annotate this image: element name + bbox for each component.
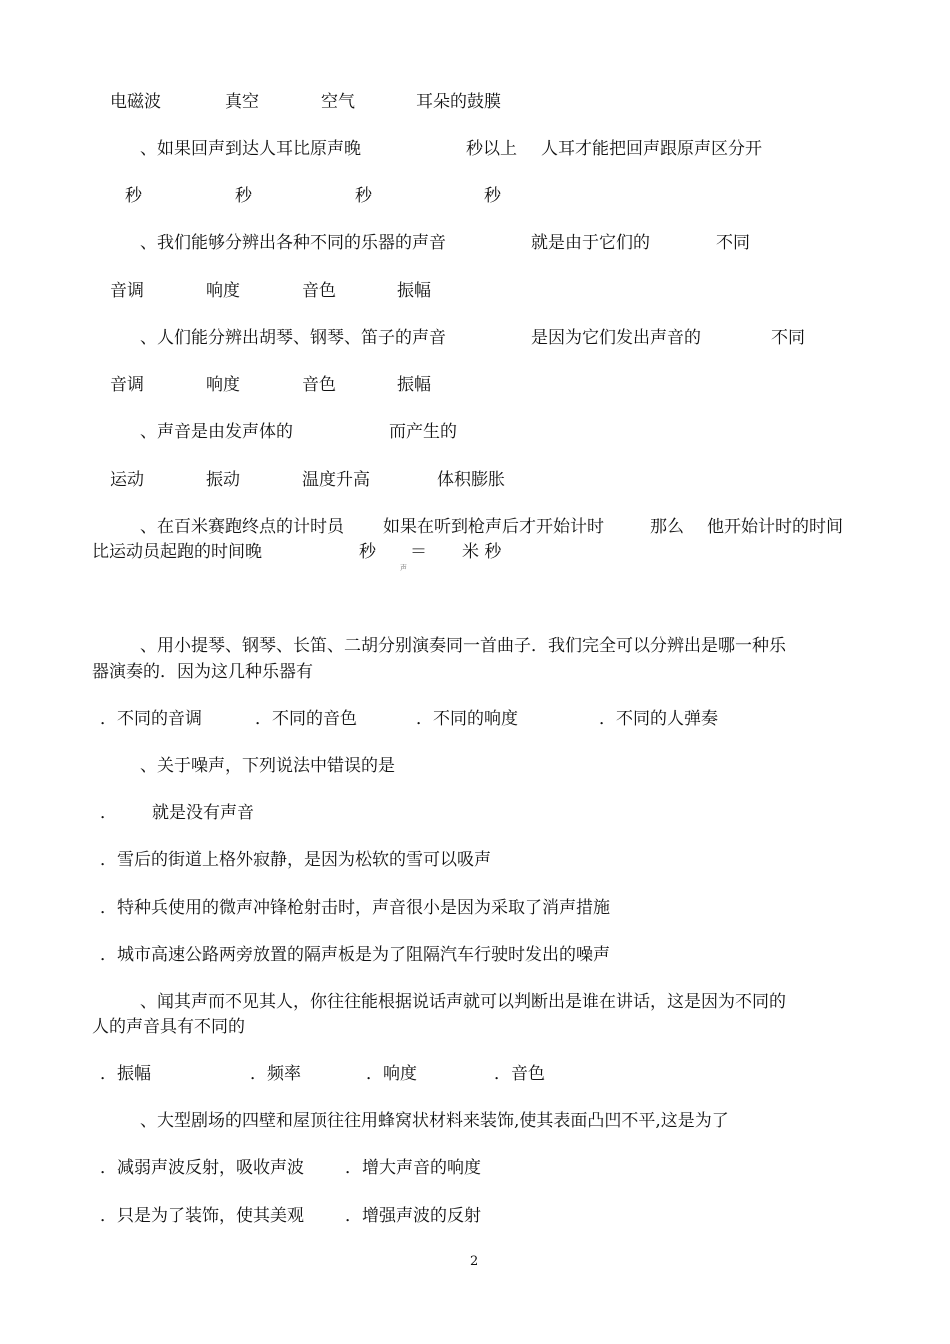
question-stem: 、闻其声而不见其人，你往往能根据说话声就可以判断出是谁在讲话，这是因为不同的: [140, 992, 786, 1012]
option-text: 秒: [235, 186, 252, 206]
option-text: ．只是为了装饰，使其美观: [100, 1206, 304, 1226]
question-stem: 就是由于它们的: [531, 233, 650, 253]
option-text: ．增大声音的响度: [345, 1158, 481, 1178]
tiny-mark: 声: [400, 564, 407, 572]
question-stem: 、用小提琴、钢琴、长笛、二胡分别演奏同一首曲子．我们完全可以分辨出是哪一种乐: [140, 636, 786, 656]
option-text: 响度: [206, 375, 240, 395]
question-stem: 、在百米赛跑终点的计时员: [140, 517, 344, 537]
question-stem: 米 秒: [462, 542, 502, 562]
question-stem: 秒: [359, 542, 376, 562]
option-text: 就是没有声音: [152, 803, 254, 823]
option-text: ．雪后的街道上格外寂静，是因为松软的雪可以吸声: [100, 850, 491, 870]
question-stem: 不同: [771, 328, 805, 348]
option-text: 振幅: [397, 375, 431, 395]
question-stem: 是因为它们发出声音的: [531, 328, 701, 348]
option-text: 振动: [206, 470, 240, 490]
option-text: 音色: [302, 375, 336, 395]
option-text: 耳朵的鼓膜: [416, 92, 501, 112]
option-text: 电磁波: [110, 92, 161, 112]
question-stem: 秒以上: [466, 139, 517, 159]
option-text: 音色: [302, 281, 336, 301]
question-stem: 如果在听到枪声后才开始计时: [383, 517, 604, 537]
question-stem: 而产生的: [389, 422, 457, 442]
option-text: 真空: [225, 92, 259, 112]
option-label: ．: [100, 803, 117, 823]
option-text: ．增强声波的反射: [345, 1206, 481, 1226]
option-text: 体积膨胀: [437, 470, 505, 490]
option-text: 空气: [321, 92, 355, 112]
page-number: 2: [470, 1254, 479, 1269]
option-text: ．音色: [494, 1064, 545, 1084]
question-stem: 、如果回声到达人耳比原声晚: [140, 139, 361, 159]
option-text: ．不同的音色: [255, 709, 357, 729]
option-text: ．城市高速公路两旁放置的隔声板是为了阻隔汽车行驶时发出的噪声: [100, 945, 610, 965]
option-text: 运动: [110, 470, 144, 490]
option-text: 秒: [355, 186, 372, 206]
option-text: 秒: [484, 186, 501, 206]
option-text: ．振幅: [100, 1064, 151, 1084]
option-text: ．减弱声波反射，吸收声波: [100, 1158, 304, 1178]
question-stem: 、大型剧场的四壁和屋顶往往用蜂窝状材料来装饰,使其表面凸凹不平,这是为了: [140, 1111, 729, 1131]
option-text: ．响度: [366, 1064, 417, 1084]
option-text: 温度升高: [302, 470, 370, 490]
question-stem: 那么: [650, 517, 684, 537]
question-stem: 人耳才能把回声跟原声区分开: [541, 139, 762, 159]
question-stem: 人的声音具有不同的: [92, 1017, 245, 1037]
question-stem: 、关于噪声，下列说法中错误的是: [140, 756, 395, 776]
option-text: ．特种兵使用的微声冲锋枪射击时，声音很小是因为采取了消声措施: [100, 898, 610, 918]
option-text: 响度: [206, 281, 240, 301]
option-text: ．频率: [250, 1064, 301, 1084]
option-text: ．不同的响度: [416, 709, 518, 729]
question-stem: 不同: [716, 233, 750, 253]
question-stem: 他开始计时的时间: [707, 517, 843, 537]
question-stem: 比运动员起跑的时间晚: [92, 542, 262, 562]
question-stem: 、我们能够分辨出各种不同的乐器的声音: [140, 233, 446, 253]
question-stem: 器演奏的．因为这几种乐器有: [92, 662, 313, 682]
question-stem: 、声音是由发声体的: [140, 422, 293, 442]
question-stem: 、人们能分辨出胡琴、钢琴、笛子的声音: [140, 328, 446, 348]
option-text: ．不同的人弹奏: [599, 709, 718, 729]
option-text: ．不同的音调: [100, 709, 202, 729]
option-text: 音调: [110, 281, 144, 301]
option-text: 音调: [110, 375, 144, 395]
option-text: 振幅: [397, 281, 431, 301]
option-text: 秒: [125, 186, 142, 206]
question-stem: ＝: [410, 542, 427, 562]
